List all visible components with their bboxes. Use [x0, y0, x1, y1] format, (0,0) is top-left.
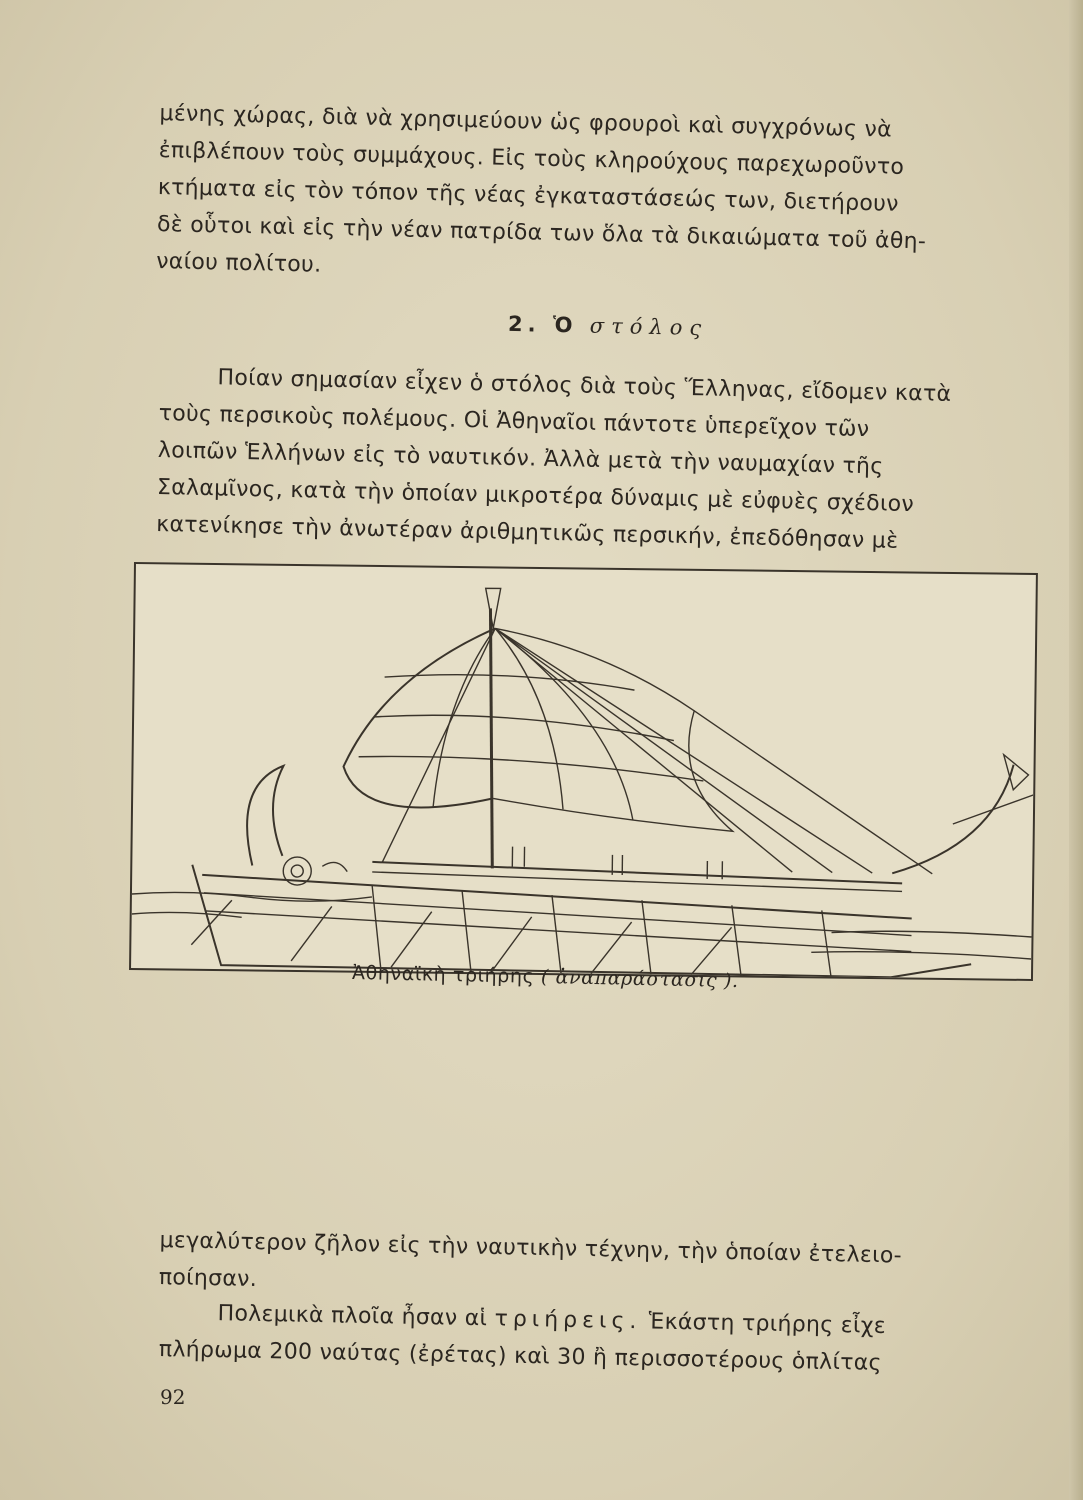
- section-heading: [508, 312, 709, 340]
- emphasis-triereis: τριήρεις.: [494, 1306, 642, 1335]
- text-line: κτήματα εἰς τὸν τόπον τῆς νέας ἐγκαταστάσεώς των, διετήρουν: [157, 174, 900, 217]
- paragraph-1: [156, 95, 1040, 300]
- heading-number: 2.: [507, 311, 541, 337]
- caption-main: Ἀθηναϊκὴ τριήρης: [351, 961, 535, 988]
- heading-title: στόλος: [589, 313, 709, 341]
- text-line: ποίησαν.: [158, 1264, 258, 1293]
- page-number: 92: [160, 1385, 186, 1409]
- text-line: λοιπῶν Ἑλλήνων εἰς τὸ ναυτικόν. Ἀλλὰ μετὰ τὴν ναυμαχίαν τῆς: [157, 437, 884, 480]
- text-line: μένης χώρας, διὰ νὰ χρησιμεύουν ὡς φρουροὶ καὶ συγχρόνως νὰ: [159, 100, 893, 143]
- text-line: Ποίαν σημασίαν εἶχεν ὁ στόλος διὰ τοὺς Ἕλληνας, εἴδομεν κατὰ: [217, 365, 952, 407]
- caption-note: ( ἀναπαράστασις ).: [540, 965, 739, 993]
- text-line: κατενίκησε τὴν ἀνωτέραν ἀριθμητικῶς περσικήν, ἐπεδόθησαν μὲ: [155, 511, 899, 554]
- text-line: ἐπιβλέπουν τοὺς συμμάχους. Εἰς τοὺς κληρούχους παρεχωροῦντο: [158, 137, 905, 180]
- paragraph-2: [156, 358, 1040, 563]
- text-line: πλήρωμα 200 ναύτας (ἐρέτας) καὶ 30 ἢ περισσοτέρους ὁπλίτας: [158, 1336, 883, 1376]
- text-segment: Πολεμικὰ πλοῖα ἦσαν αἱ: [217, 1301, 488, 1332]
- text-segment: Ἑκάστη τριήρης εἶχε: [648, 1309, 887, 1339]
- text-line: δὲ οὗτοι καὶ εἰς τὴν νέαν πατρίδα των ὅλα τὰ δικαιώματα τοῦ ἀθη-: [156, 211, 927, 255]
- text-line: Σαλαμῖνος, κατὰ τὴν ὁποίαν μικροτέρα δύναμις μὲ εὐφυὲς σχέδιον: [156, 474, 915, 518]
- text-line: τοὺς περσικοὺς πολέμους. Οἱ Ἀθηναῖοι πάντοτε ὑπερεῖχον τῶν: [158, 400, 870, 443]
- page-edge: [1069, 0, 1083, 1500]
- trireme-illustration: [129, 562, 1038, 981]
- heading-article: Ὁ: [552, 312, 578, 338]
- paragraph-4: [159, 1294, 1040, 1385]
- text-line: ναίου πολίτου.: [155, 248, 322, 278]
- text-line: μεγαλύτερον ζῆλον εἰς τὴν ναυτικὴν τέχνην, τὴν ὁποίαν ἐτελειο-: [159, 1227, 903, 1269]
- trireme-drawing: [131, 564, 1036, 979]
